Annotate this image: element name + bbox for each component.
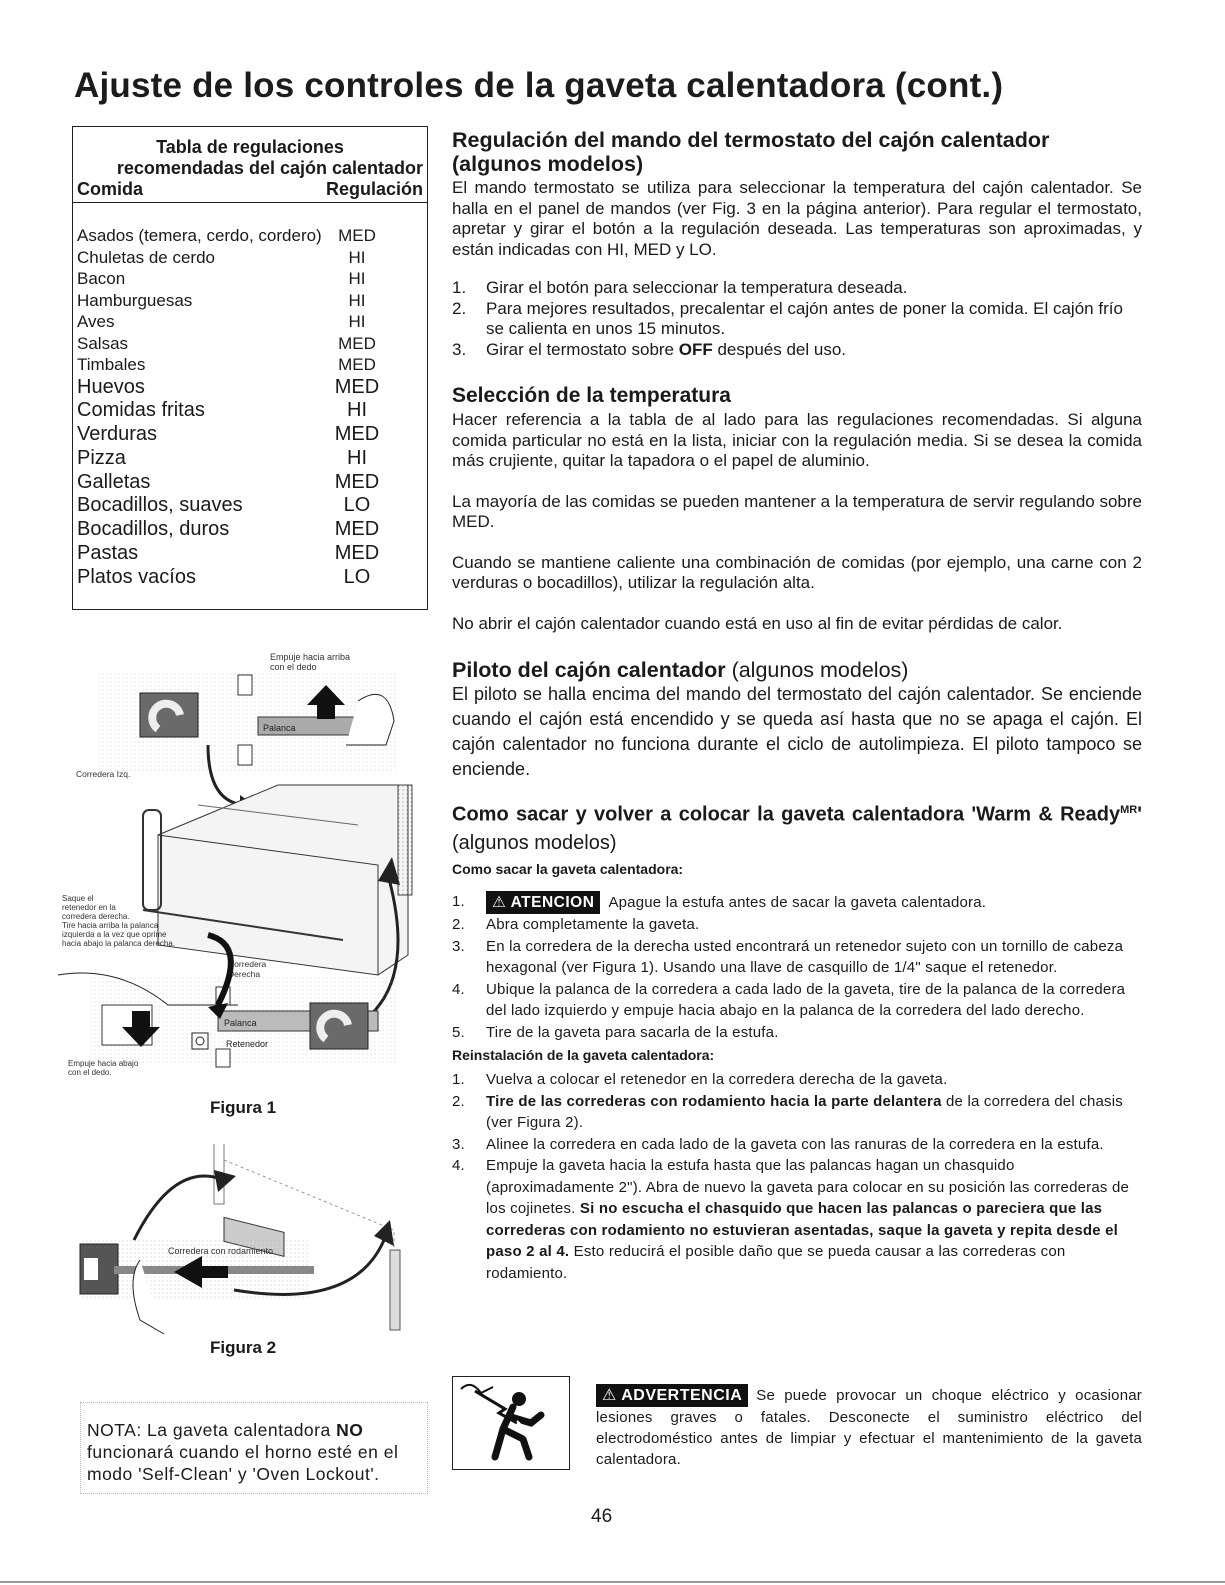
- note-text-prefix: NOTA: La gaveta calentadora: [87, 1420, 337, 1440]
- table-row: [77, 399, 427, 423]
- remove-steps: [452, 891, 1142, 915]
- table-row: [77, 311, 427, 333]
- figure-1-label-remove-6: hacia abajo la palanca derecha.: [62, 939, 175, 948]
- page-number: 46: [591, 1506, 613, 1527]
- note-text-bold: NO: [336, 1420, 364, 1440]
- setting-value: HI: [348, 290, 366, 310]
- food-name: Asados (temera, cerdo, cordero): [77, 226, 322, 245]
- table-row: [77, 333, 427, 355]
- food-name: Salsas: [77, 333, 129, 353]
- section-temperature-p2: La mayoría de las comidas se pueden mantener a la temperatura de servir regulando sobre MED.: [452, 491, 1142, 531]
- food-name: Huevos: [77, 375, 145, 398]
- setting-value: MED: [334, 542, 380, 565]
- setting-value: MED: [334, 518, 380, 541]
- food-name: Bocadillos, suaves: [77, 494, 243, 517]
- setting-value: HI: [347, 446, 367, 469]
- figure-1-label-lever-bottom: Palanca: [224, 1018, 257, 1028]
- figure-1-label-remove-4: Tire hacia arriba la palanca: [62, 921, 159, 930]
- warning-badge-label: ADVERTENCIA: [621, 1387, 743, 1404]
- figure-1-label-right-slide-2: Derecha: [228, 969, 261, 979]
- section-temperature-heading: Selección de la temperatura: [452, 384, 731, 407]
- list-item: [452, 1022, 1142, 1044]
- step-number: 1.: [452, 892, 465, 910]
- remove-steps-rest: [452, 914, 1142, 1043]
- install-subheading: Reinstalación de la gaveta calentadora:: [452, 1047, 715, 1064]
- food-name: Bocadillos, duros: [77, 518, 230, 541]
- food-name: Aves: [77, 312, 115, 331]
- section-thermostat-heading: Regulación del mando del termostato del cajón calentador (algunos modelos): [452, 128, 1050, 176]
- install-step-2-rest: de la corredera del chasis (ver Figura 2).: [486, 1092, 1123, 1132]
- install-step-3-text: Alinee la corredera en cada lado de la gaveta con las ranuras de la corredera en la estufa.: [486, 1135, 1104, 1153]
- figure-1-label-retainer: Retenedor: [226, 1039, 269, 1049]
- list-item: [452, 1134, 1142, 1156]
- step-text: Ubique la palanca de la corredera a cada lado de la gaveta, tire de la palanca de la corredera del lado izquierdo y empuje hacia abajo en la palanca de la corredera del lado derecho.: [486, 980, 1126, 1020]
- electric-shock-hazard-icon: [453, 1377, 568, 1468]
- setting-value: MED: [334, 375, 380, 398]
- step-number: 4.: [452, 980, 465, 998]
- section-temperature-p4: No abrir el cajón calentador cuando está en uso al fin de evitar pérdidas de calor.: [452, 613, 1063, 633]
- step-number: 3.: [452, 1135, 465, 1153]
- figure-1-label-remove-5: izquierda a la vez que oprime: [62, 930, 167, 939]
- install-step-2-bold: Tire de las correderas con rodamiento hacia la parte delantera: [486, 1092, 942, 1110]
- caution-badge-label: ATENCION: [510, 893, 595, 911]
- section-pilot-light: [452, 658, 1142, 782]
- table-body: [73, 203, 427, 590]
- step-number: 3.: [452, 339, 467, 359]
- table-row: [77, 268, 427, 290]
- figure-1-label-push-down-2: con el dedo.: [68, 1068, 112, 1075]
- food-name: Pizza: [77, 446, 126, 469]
- table-subtitle: recomendadas del cajón calentador: [116, 158, 423, 178]
- electric-shock-icon: [452, 1376, 570, 1470]
- section-remove-heading-normal: (algunos modelos): [452, 831, 617, 854]
- list-item: [452, 936, 1142, 979]
- table-row: [77, 225, 427, 247]
- figure-1-label-push-down-1: Empuje hacia abajo: [68, 1059, 139, 1068]
- setting-value: HI: [348, 312, 366, 331]
- food-name: Platos vacíos: [77, 565, 196, 588]
- install-step-4-bold: Si no escucha el chasquido que hacen las palancas o pareciera que las correderas con rodamiento no estuvieran asentadas, saque la gaveta y repita desde el paso 2 al 4.: [486, 1200, 1119, 1261]
- table-row: [77, 354, 427, 376]
- food-name: Timbales: [77, 355, 146, 374]
- section-temperature-p1: Hacer referencia a la tabla de al lado para las regulaciones recomendadas. Si alguna comida particular no está en la lista, iniciar con la regulación media. Si se desea la comida más crujiente, quitar la tapadora o el papel de aluminio.: [452, 410, 1142, 470]
- step-text: Abra completamente la gaveta.: [486, 916, 700, 934]
- figure-1-label-remove-2: retenedor en la: [62, 903, 116, 912]
- list-item: [452, 1091, 1142, 1134]
- list-item: [452, 979, 1142, 1022]
- step-3-text-bold: OFF: [678, 339, 713, 359]
- figure-2-drawing: [74, 1140, 420, 1340]
- figure-2-caption: Figura 2: [210, 1338, 277, 1357]
- figure-1-label-right-slide-1: Corredera: [228, 959, 267, 969]
- section-thermostat-step-3-list: [452, 340, 1142, 361]
- section-remove-heading-sup: MR: [1120, 804, 1138, 816]
- setting-value: HI: [348, 247, 366, 267]
- step-text: Tire de la gaveta para sacarla de la estufa.: [486, 1023, 779, 1041]
- list-item: [452, 1069, 1142, 1091]
- figure-1-label-push-up-1: Empuje hacia arriba: [270, 652, 351, 662]
- warning-badge: ⚠ ADVERTENCIA: [596, 1384, 748, 1407]
- table-row: [77, 447, 427, 471]
- step-number: 2.: [452, 1092, 465, 1110]
- setting-value: MED: [334, 423, 380, 446]
- list-item: [452, 340, 1142, 361]
- food-name: Bacon: [77, 269, 126, 288]
- table-row: [77, 471, 427, 495]
- list-item: [452, 914, 1142, 936]
- step-number: 1.: [452, 1071, 465, 1089]
- figure-1-label-remove-1: Saque el: [62, 894, 94, 903]
- setting-value: MED: [334, 470, 380, 493]
- food-name: Verduras: [77, 423, 158, 446]
- table-row: [77, 494, 427, 518]
- table-row: [77, 542, 427, 566]
- setting-value: LO: [343, 494, 371, 517]
- section-pilot-body: El piloto se halla encima del mando del termostato del cajón calentador. Se enciende cuando el cajón está encendido y se queda así hasta que no se apaga el cajón. El cajón calentador no funciona durante el ciclo de autolimpieza. El piloto tampoco se enciende.: [452, 684, 1142, 779]
- install-step-1-text: Vuelva a colocar el retenedor en la corredera derecha de la gaveta.: [486, 1071, 948, 1089]
- figure-1-label-lever-top: Palanca: [263, 723, 296, 733]
- step-number: 4.: [452, 1157, 465, 1175]
- step-3-text-pre: Girar el termostato sobre: [486, 339, 679, 359]
- table-row: [77, 518, 427, 542]
- step-text: Para mejores resultados, precalentar el cajón antes de poner la comida. El cajón frío se calienta en unos 15 minutos.: [486, 298, 1123, 338]
- step-number: 5.: [452, 1023, 465, 1041]
- setting-value: HI: [348, 269, 366, 288]
- step-number: 2.: [452, 298, 467, 318]
- install-step-4-post: Esto reducirá el posible daño que se pueda causar a las correderas con rodamiento.: [486, 1243, 1066, 1282]
- section-remove-drawer: [452, 796, 1142, 1284]
- install-steps: [452, 1069, 1142, 1284]
- step-number: 1.: [452, 278, 467, 297]
- column-header-setting: Regulación: [325, 179, 423, 199]
- figure-1-label-remove-3: corredera derecha.: [62, 912, 130, 921]
- table-title: Tabla de regulaciones: [156, 137, 344, 157]
- warning-block: [596, 1384, 1142, 1470]
- list-item: [452, 299, 1142, 340]
- section-thermostat: [452, 128, 1142, 360]
- figure-1-label-left-slide: Corredera Izq.: [76, 769, 131, 779]
- install-step-4-pre: Empuje la gaveta hacia la estufa hasta que las palancas hagan un chasquido (aproximadamente 2"). Abra de nuevo la gaveta para colocar en su posición las correderas de los cojinetes.: [486, 1157, 1130, 1218]
- setting-value: HI: [347, 399, 367, 422]
- step-number: 3.: [452, 937, 465, 955]
- figure-1-caption: Figura 1: [210, 1098, 277, 1117]
- remove-step-1-text: Apague la estufa antes de sacar la gaveta calentadora.: [608, 893, 987, 911]
- section-thermostat-body: El mando termostato se utiliza para seleccionar la temperatura del cajón calentador. Se halla en el panel de mandos (ver Fig. 3 en la página anterior). Para regular el termostato, apretar y girar el botón a la regulación deseada. Las temperaturas son aproximadas, y están indicadas con HI, MED y LO.: [452, 178, 1142, 259]
- setting-value: MED: [338, 355, 376, 374]
- table-row: [77, 566, 427, 590]
- list-item: [452, 278, 1142, 299]
- caution-badge: ⚠ ATENCION: [486, 891, 600, 915]
- food-name: Pastas: [77, 542, 139, 565]
- step-text: En la corredera de la derecha usted encontrará un retenedor sujeto con un tornillo de cabeza hexagonal (ver Figura 1). Usando una llave de casquillo de 1/4" saque el retenedor.: [486, 937, 1124, 977]
- figure-2-label-bearing-slide: Corredera con rodamiento: [168, 1246, 274, 1256]
- warning-text: Se puede provocar un choque eléctrico y ocasionar lesiones graves o fatales. Desconecte el suministro eléctrico del electrodoméstico antes de limpiar y efectuar el mantenimiento de la gaveta calentadora.: [596, 1387, 1142, 1468]
- setting-value: LO: [343, 565, 371, 588]
- list-item: [452, 1155, 1142, 1284]
- step-number: 2.: [452, 916, 465, 934]
- note-text-suffix: funcionará cuando el horno esté en el modo 'Self-Clean' y 'Oven Lockout'.: [87, 1442, 399, 1484]
- bottom-rule: [0, 1581, 1225, 1583]
- settings-table-header: [73, 127, 427, 200]
- page-title: Ajuste de los controles de la gaveta calentadora (cont.): [74, 66, 1004, 105]
- setting-value: MED: [338, 333, 376, 353]
- figure-1-drawing: [58, 645, 430, 1075]
- food-name: Chuletas de cerdo: [77, 247, 215, 267]
- table-row: [77, 290, 427, 312]
- section-thermostat-steps: [452, 278, 1142, 340]
- column-header-food: Comida: [77, 179, 144, 199]
- table-row: [77, 423, 427, 447]
- list-item: [452, 891, 1142, 915]
- setting-value: MED: [338, 226, 376, 245]
- food-name: Comidas fritas: [77, 399, 205, 422]
- food-name: Galletas: [77, 470, 151, 493]
- section-remove-heading-quote: ': [1137, 803, 1142, 826]
- section-remove-heading-bold: Como sacar y volver a colocar la gaveta calentadora 'Warm & Ready: [452, 803, 1121, 826]
- self-clean-note: [80, 1402, 428, 1494]
- table-row: [77, 247, 427, 269]
- step-3-text-post: después del uso.: [712, 339, 847, 359]
- settings-table: [72, 126, 428, 610]
- food-name: Hamburguesas: [77, 290, 193, 310]
- section-pilot-heading-normal: (algunos modelos): [725, 658, 909, 682]
- section-temperature: [452, 384, 1142, 634]
- remove-subheading: Como sacar la gaveta calentadora:: [452, 860, 684, 877]
- section-temperature-p3: Cuando se mantiene caliente una combinación de comidas (por ejemplo, una carne con 2 verduras o bocadillos), utilizar la regulación alta.: [452, 552, 1142, 592]
- figure-1-label-push-up-2: con el dedo: [270, 662, 317, 672]
- step-text: Girar el botón para seleccionar la temperatura deseada.: [486, 278, 908, 297]
- table-row: [77, 376, 427, 400]
- section-pilot-heading-bold: Piloto del cajón calentador: [452, 658, 726, 682]
